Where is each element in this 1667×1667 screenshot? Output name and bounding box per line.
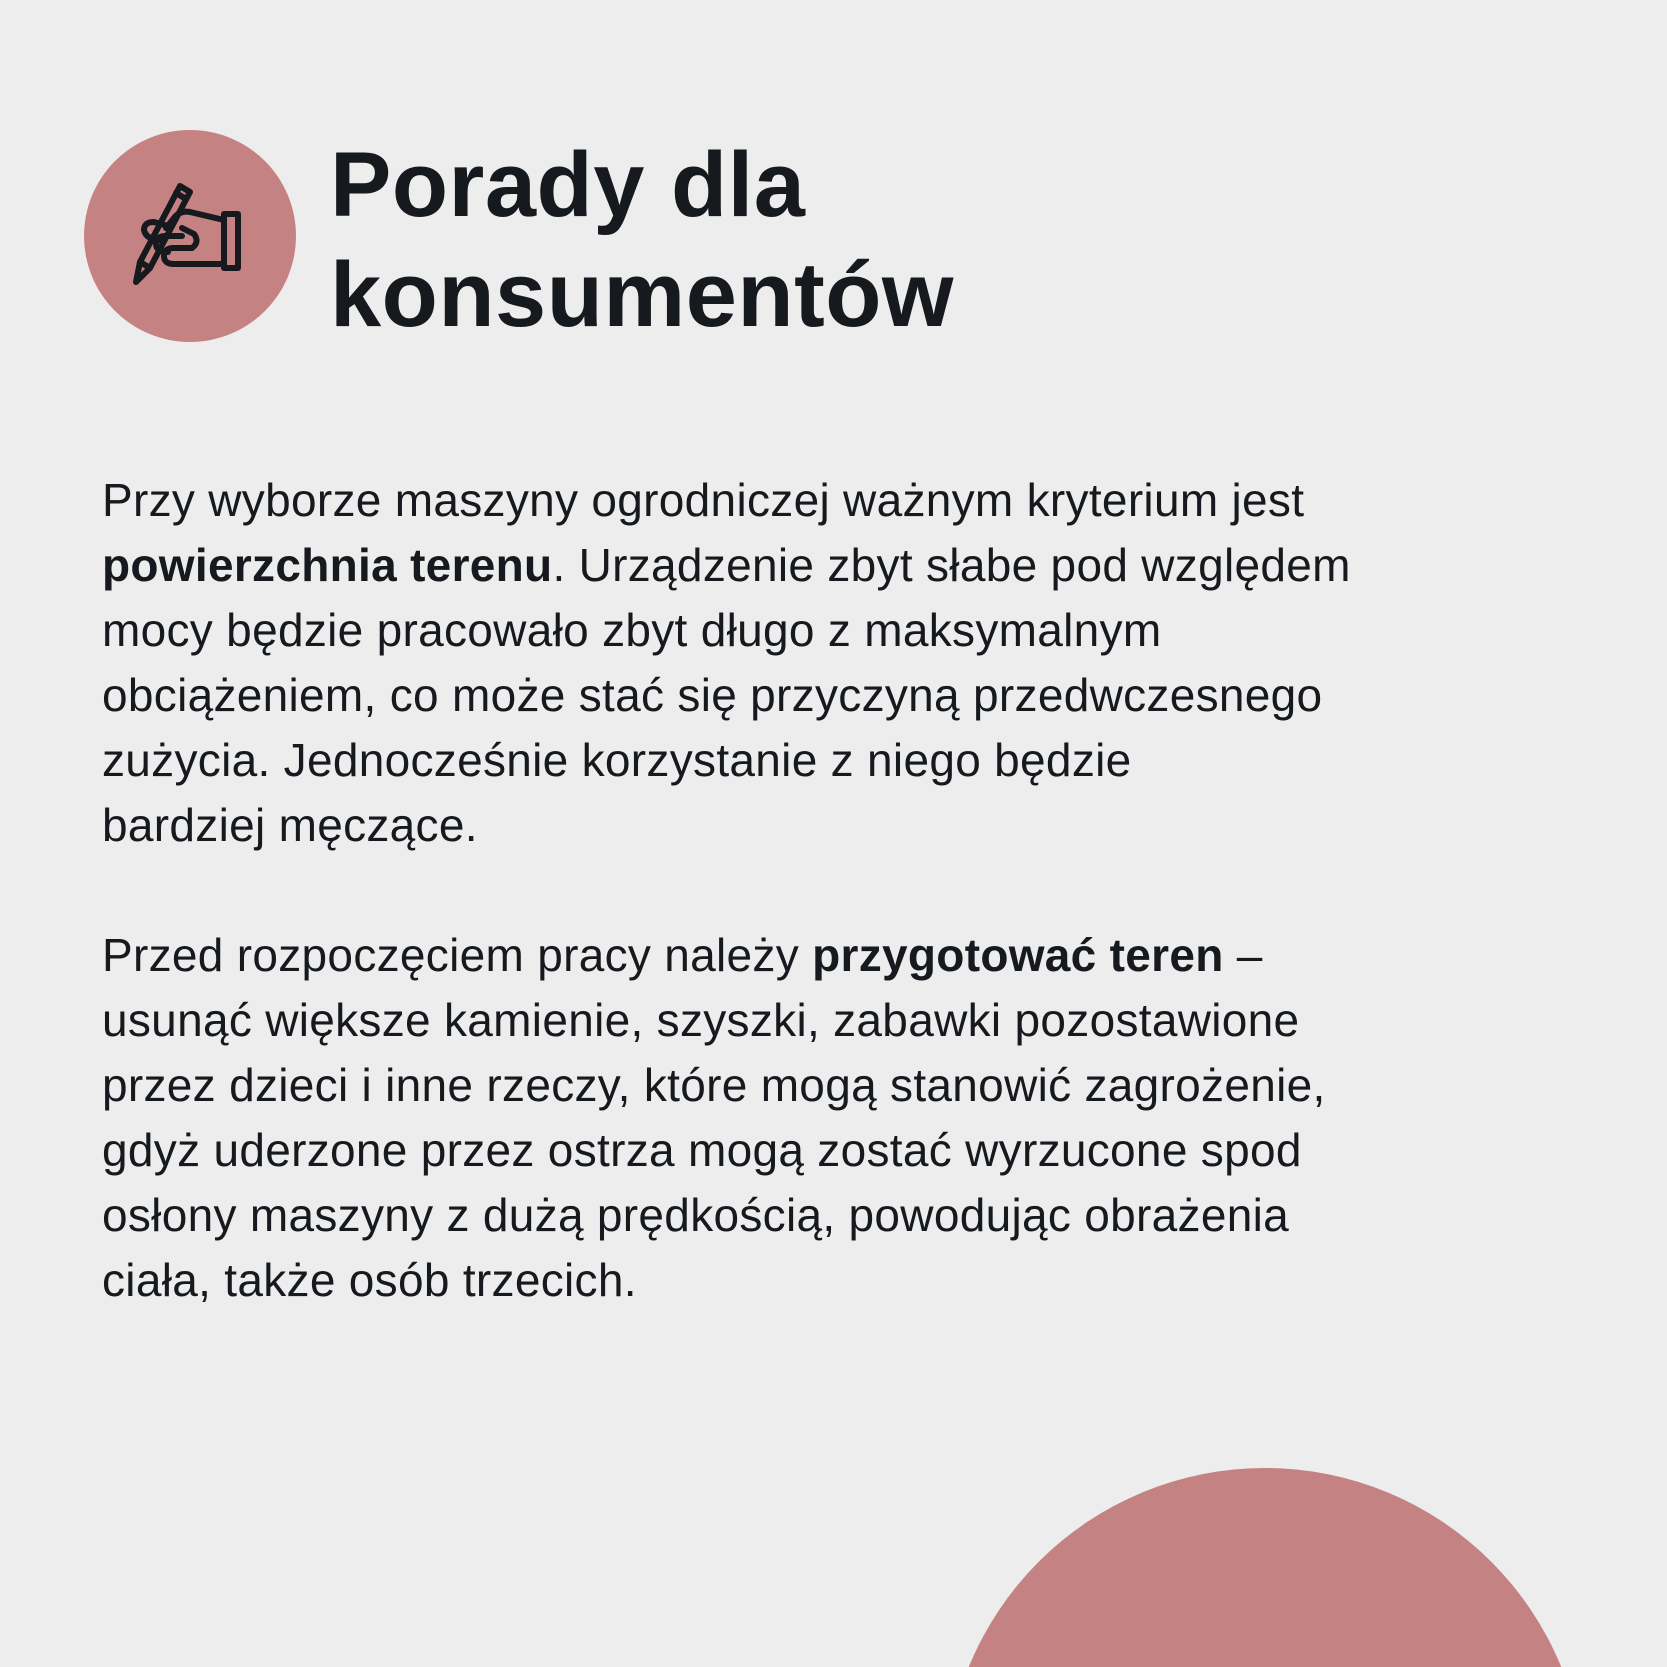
title-line-1: Porady dla <box>330 134 806 236</box>
p2-line-1-end: – <box>1223 929 1263 981</box>
p1-line-1: Przy wyborze maszyny ogrodniczej ważnym kryterium jest <box>102 474 1305 526</box>
p2-line-1: Przed rozpoczęciem pracy należy <box>102 929 813 981</box>
title-line-2: konsumentów <box>330 244 954 346</box>
header-icon-circle <box>84 130 296 342</box>
p1-line-2: . Urządzenie zbyt słabe pod względem <box>552 539 1351 591</box>
p1-line-4: obciążeniem, co może stać się przyczyną przedwczesnego <box>102 669 1323 721</box>
p1-bold-surface: powierzchnia terenu <box>102 539 553 591</box>
page-title <box>330 130 1230 350</box>
paragraph-2 <box>102 923 1562 1313</box>
body-text <box>102 468 1562 1313</box>
p2-line-6: ciała, także osób trzecich. <box>102 1254 637 1306</box>
p1-line-5: zużycia. Jednocześnie korzystanie z niego będzie <box>102 734 1132 786</box>
p1-line-3: mocy będzie pracowało zbyt długo z maksymalnym <box>102 604 1162 656</box>
paragraph-1 <box>102 468 1562 858</box>
p1-line-6: bardziej męczące. <box>102 799 478 851</box>
decorative-circle <box>945 1468 1585 1667</box>
p2-line-3: przez dzieci i inne rzeczy, które mogą stanowić zagrożenie, <box>102 1059 1326 1111</box>
p2-bold-prepare: przygotować teren <box>812 929 1224 981</box>
p2-line-4: gdyż uderzone przez ostrza mogą zostać wyrzucone spod <box>102 1124 1302 1176</box>
p2-line-5: osłony maszyny z dużą prędkością, powodując obrażenia <box>102 1189 1289 1241</box>
p2-line-2: usunąć większe kamienie, szyszki, zabawki pozostawione <box>102 994 1300 1046</box>
hand-writing-pencil-icon <box>128 182 248 294</box>
